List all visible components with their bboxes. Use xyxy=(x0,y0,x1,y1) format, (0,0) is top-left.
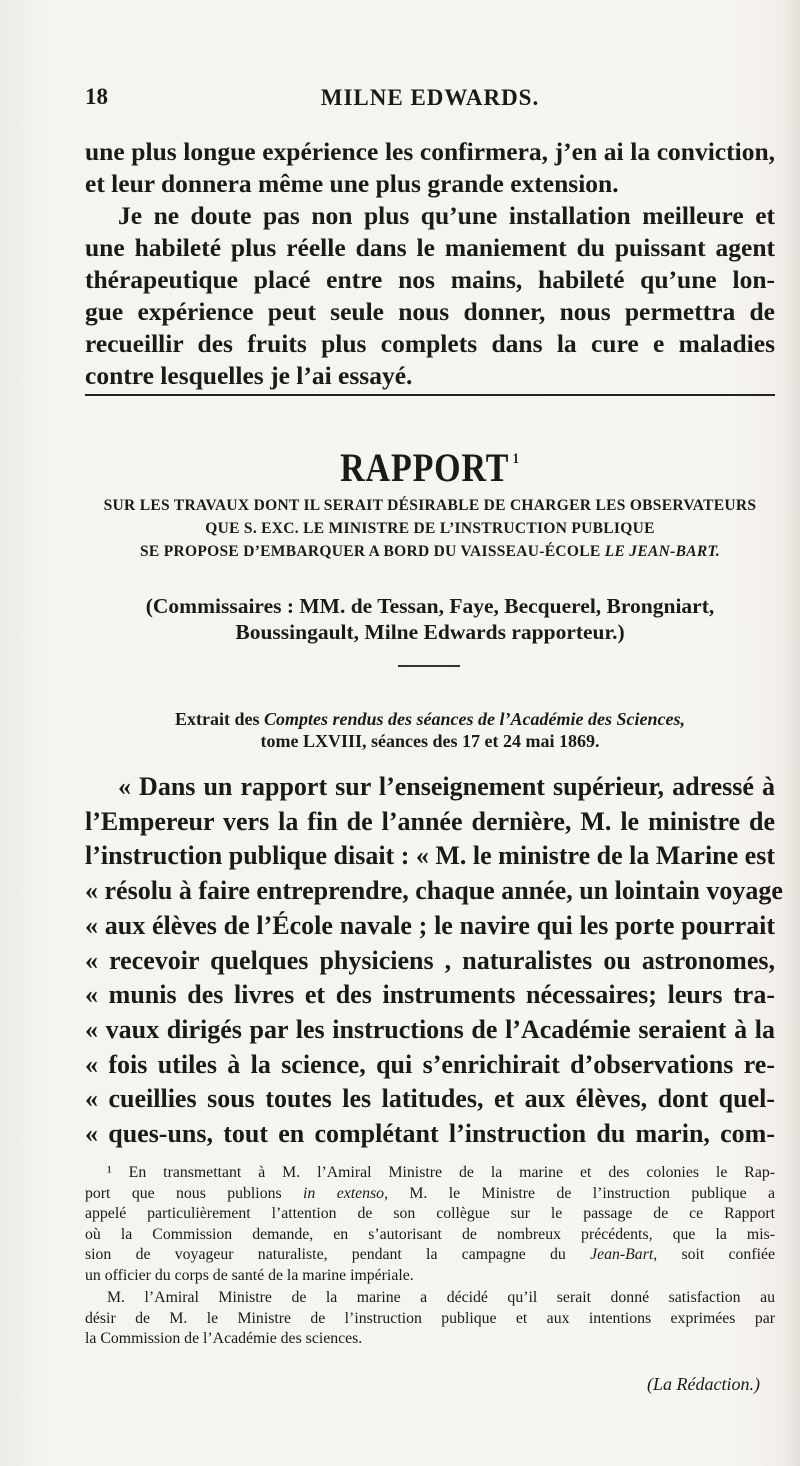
text-line: « résolu à faire entreprendre, chaque année, un lointain voyage xyxy=(85,876,783,906)
footnotes xyxy=(85,1163,775,1350)
footnote-line xyxy=(85,1184,775,1205)
commission-line: (Commissaires : MM. de Tessan, Faye, Becquerel, Brongniart, xyxy=(145,594,715,618)
footnote-text: sion de voyageur naturaliste, pendant la campagne du xyxy=(85,1246,591,1263)
main-paragraph xyxy=(85,770,783,1152)
commission-list xyxy=(85,593,775,645)
footnote-italic: in extenso xyxy=(303,1184,385,1202)
footnote-text: port que nous publions xyxy=(85,1184,304,1202)
commission-line: Boussingault, Milne Edwards rapporteur.) xyxy=(235,620,625,644)
extract-source xyxy=(85,708,775,752)
extract-title: Comptes rendus des séances de l’Académie des Sciences, xyxy=(264,709,685,729)
editorial-signature: (La Rédaction.) xyxy=(647,1374,760,1394)
footnote-line: ¹ En transmettant à M. l’Amiral Ministre de la marine et des colonies le Rap- xyxy=(107,1164,775,1181)
text-line: l’instruction publique disait : « M. le ministre de la Marine est xyxy=(85,841,775,871)
footnote-text: , soit confiée xyxy=(653,1246,776,1263)
extract-line-1 xyxy=(85,708,775,730)
text-line: une habileté plus réelle dans le maniement du puissant agent xyxy=(85,233,775,262)
text-line: « cueillies sous toutes les latitudes, et aux élèves, dont quel- xyxy=(85,1084,775,1114)
short-divider xyxy=(398,665,460,667)
footnote-line: M. l’Amiral Ministre de la marine a décidé qu’il serait donné satisfaction au xyxy=(107,1289,775,1306)
subtitle-line: SUR LES TRAVAUX DONT IL SERAIT DÉSIRABLE DE CHARGER LES OBSERVATEURS xyxy=(103,497,757,514)
running-head: MILNE EDWARDS. xyxy=(320,85,540,110)
subtitle-line: SE PROPOSE D’EMBARQUER A BORD DU VAISSEAU-ÉCOLE xyxy=(139,543,601,560)
report-title-text: RAPPORT xyxy=(340,445,510,490)
text-line: contre lesquelles je l’ai essayé. xyxy=(85,361,413,390)
text-line: thérapeutique placé entre nos mains, habileté qu’une lon- xyxy=(85,265,775,294)
text-line: « Dans un rapport sur l’enseignement supérieur, adressé à xyxy=(118,772,775,801)
text-line: recueillir des fruits plus complets dans la cure e maladies xyxy=(85,329,775,358)
text-line: l’Empereur vers la fin de l’année dernière, M. le ministre de xyxy=(85,806,775,836)
footnote-line: la Commission de l’Académie des sciences. xyxy=(85,1330,363,1347)
text-line: « vaux dirigés par les instructions de l’Académie seraient à la xyxy=(85,1014,775,1044)
report-subtitle xyxy=(85,494,775,563)
text-line: Je ne doute pas non plus qu’une installation meilleure et xyxy=(118,201,775,230)
text-line: gue expérience peut seule nous donner, nous permettra de xyxy=(85,297,775,326)
report-title xyxy=(137,444,724,491)
page-header xyxy=(85,84,775,114)
intro-paragraph xyxy=(85,136,775,392)
footnote-reference: 1 xyxy=(512,451,520,467)
text-line: et leur donnera même une plus grande extension. xyxy=(85,169,619,198)
subtitle-line: QUE S. EXC. LE MINISTRE DE L’INSTRUCTION PUBLIQUE xyxy=(205,520,655,537)
text-line: « munis des livres et des instruments nécessaires; leurs tra- xyxy=(85,980,775,1010)
text-line: « recevoir quelques physiciens , naturalistes ou astronomes, xyxy=(85,945,775,975)
text-line: « ques-uns, tout en complétant l’instruction du marin, com- xyxy=(85,1119,775,1149)
text-line: une plus longue expérience les confirmera, j’en ai la conviction, xyxy=(85,137,775,166)
footnote-line: où la Commission demande, en s’autorisant de nombreux précédents, que la mis- xyxy=(85,1225,775,1243)
text-line: « fois utiles à la science, qui s’enrichirait d’observations re- xyxy=(85,1049,775,1079)
footnote-line xyxy=(85,1245,775,1266)
footnote-italic: Jean-Bart xyxy=(590,1246,654,1263)
extract-line-2: tome LXVIII, séances des 17 et 24 mai 1869. xyxy=(260,731,600,751)
section-divider xyxy=(85,394,775,396)
footnote-line: désir de M. le Ministre de l’instruction publique et aux intentions exprimées par xyxy=(85,1309,775,1327)
page-number: 18 xyxy=(85,84,108,109)
text-line: « aux élèves de l’École navale ; le navire qui les porte pourrait xyxy=(85,910,775,940)
extract-prefix: Extrait des xyxy=(175,709,260,729)
facing-page-bleed xyxy=(784,0,800,1466)
subtitle-line-ship xyxy=(85,540,775,563)
signature-text: La Rédaction. xyxy=(653,1374,754,1394)
footnote-line: un officier du corps de santé de la marine impériale. xyxy=(85,1266,414,1284)
ship-name: LE JEAN-BART. xyxy=(604,543,721,560)
footnote-line: appelé particulièrement l’attention de son collègue sur le passage de ce Rapport xyxy=(85,1205,775,1222)
footnote-text: , M. le Ministre de l’instruction publique a xyxy=(384,1184,775,1202)
